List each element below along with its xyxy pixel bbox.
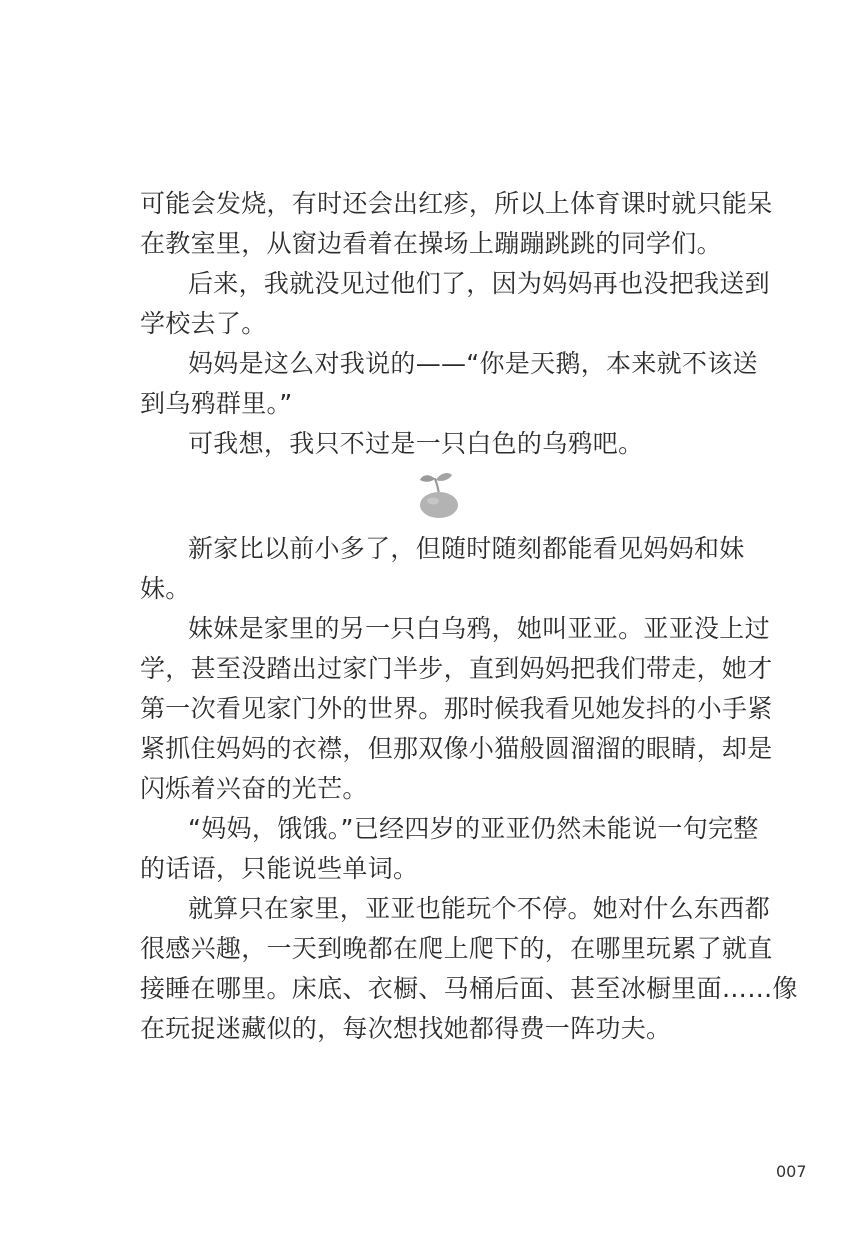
text-line: 妹。 [140,574,191,603]
page-number: 007 [776,1162,807,1181]
text-line: 后来，我就没见过他们了，因为妈妈再也没把我送到 [188,269,770,298]
text-line: 接睡在哪里。床底、衣橱、马桶后面、甚至冰橱里面……像 [140,974,798,1003]
text-line: 就算只在家里，亚亚也能玩个不停。她对什么东西都 [188,894,770,923]
text-line: 可能会发烧，有时还会出红疹，所以上体育课时就只能呆 [140,189,773,218]
text-line: 新家比以前小多了，但随时随刻都能看见妈妈和妹 [188,534,745,563]
sprout-seed-icon [415,468,463,520]
text-line: 妹妹是家里的另一只白乌鸦，她叫亚亚。亚亚没上过 [188,614,770,643]
text-line: 到乌鸦群里。” [140,389,293,418]
text-line: 可我想，我只不过是一只白色的乌鸦吧。 [188,429,644,458]
text-line: 第一次看见家门外的世界。那时候我看见她发抖的小手紧 [140,694,773,723]
text-line: 很感兴趣，一天到晚都在爬上爬下的，在哪里玩累了就直 [140,934,773,963]
text-line: “妈妈，饿饿。”已经四岁的亚亚仍然未能说一句完整 [188,814,759,843]
text-line: 紧抓住妈妈的衣襟，但那双像小猫般圆溜溜的眼睛，却是 [140,734,773,763]
text-line: 妈妈是这么对我说的——“你是天鹅，本来就不该送 [188,349,758,378]
text-line: 学校去了。 [140,309,267,338]
text-line: 的话语，只能说些单词。 [140,854,419,883]
text-line: 在教室里，从窗边看着在操场上蹦蹦跳跳的同学们。 [140,229,722,258]
text-line: 在玩捉迷藏似的，每次想找她都得费一阵功夫。 [140,1014,672,1043]
text-line: 学，甚至没踏出过家门半步，直到妈妈把我们带走，她才 [140,654,773,683]
text-line: 闪烁着兴奋的光芒。 [140,774,368,803]
